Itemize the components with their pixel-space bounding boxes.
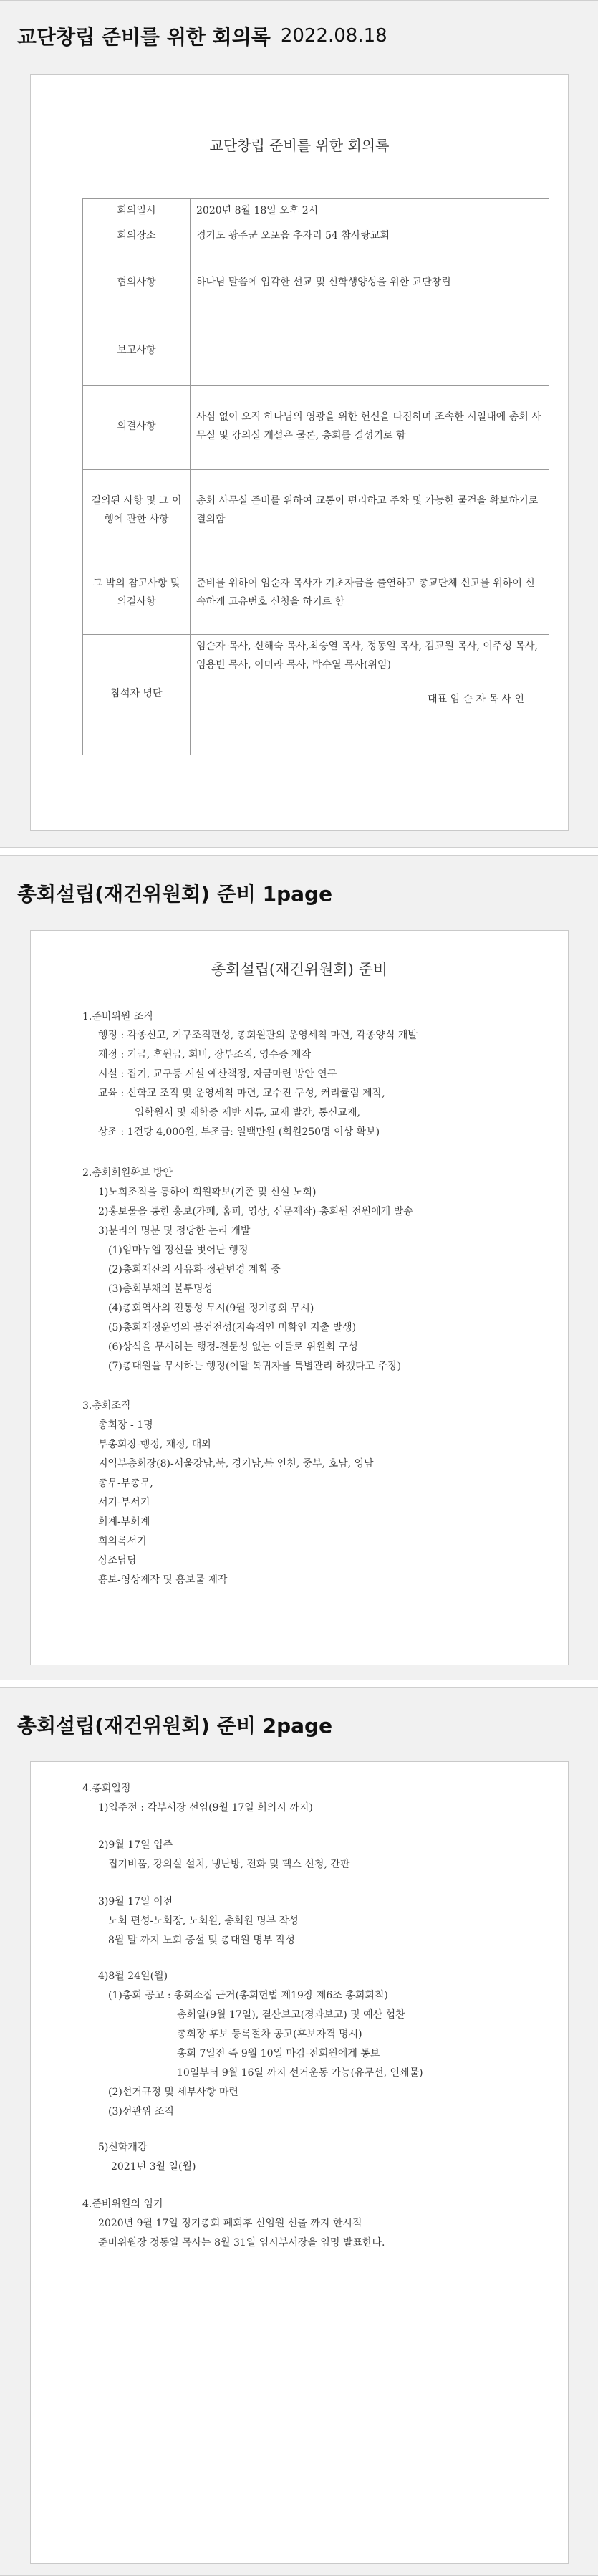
text-line: 4.총회일정 <box>82 1783 131 1794</box>
text-line: 총회장 후보 등록절차 공고(후보자격 명시) <box>177 2029 362 2040</box>
section-title: 총회설립(재건위원회) 준비 2page <box>17 1714 333 1738</box>
text-line: 재정 : 기금, 후원금, 회비, 장부조직, 영수증 제작 <box>98 1049 312 1060</box>
text-line: (5)총회재정운영의 불건전성(지속적인 미확인 지출 발생) <box>108 1322 357 1334</box>
minutes-table <box>82 198 549 755</box>
report-value <box>191 317 549 385</box>
other-value: 준비를 위하여 임순자 목사가 기초자금을 출연하고 총교단체 신고를 위하여 신속하게 고유번호 신청을 하기로 함 <box>191 552 549 634</box>
text-line: (7)총대원을 무시하는 행정(이탈 복귀자를 특별관리 하겠다고 주장) <box>108 1361 402 1372</box>
text-line: 노회 편성-노회장, 노회원, 총회원 명부 작성 <box>108 1915 299 1927</box>
text-line: 1)노회조직을 통하여 회원확보(기존 및 신설 노회) <box>98 1187 317 1198</box>
text-line: (1)임마누엘 정신을 벗어난 행정 <box>108 1245 249 1256</box>
text-line: 총무-부총무, <box>98 1478 153 1489</box>
text-line: 10일부터 9월 16일 까지 선거운동 가능(유무선, 인쇄물) <box>177 2067 423 2079</box>
text-line: 3.총회조직 <box>82 1400 131 1412</box>
document-title: 총회설립(재건위원회) 준비 <box>211 961 388 978</box>
section-header <box>0 856 598 930</box>
prep-page1-document <box>30 930 569 1665</box>
text-line: 회의록서기 <box>98 1536 147 1547</box>
section-header <box>0 1 598 71</box>
text-line: 5)신학개강 <box>98 2142 148 2153</box>
signature-line: 대표 임 순 자 목 사 인 <box>428 693 524 705</box>
minutes-document <box>30 74 569 831</box>
text-line: (3)선관위 조직 <box>108 2106 174 2117</box>
minutes-section <box>0 0 598 848</box>
text-line: 입학원서 및 재학증 제반 서류, 교재 발간, 통신교재, <box>135 1107 360 1119</box>
text-line: 총회일(9월 17일), 결산보고(경과보고) 및 예산 협찬 <box>177 2009 405 2021</box>
text-line: (2)선거규정 및 세부사항 마련 <box>108 2087 238 2098</box>
text-line: 3)9월 17일 이전 <box>98 1896 173 1907</box>
text-line: 4.준비위원의 임기 <box>82 2198 163 2210</box>
text-line: 2)홍보물을 통한 홍보(카페, 홈피, 영상, 신문제작)-총회원 전원에게 발송 <box>98 1206 413 1217</box>
prep-page2-section <box>0 1687 598 2576</box>
decided-label: 결의된 사항 및 그 이행에 관한 사항 <box>83 469 191 552</box>
report-label: 보고사항 <box>83 317 191 385</box>
text-line: 집기비품, 강의실 설치, 냉난방, 전화 및 팩스 신청, 간판 <box>108 1859 350 1870</box>
section-title: 교단창립 준비를 위한 회의록 <box>17 25 271 49</box>
text-line: 8월 말 까지 노회 증설 및 총대원 명부 작성 <box>108 1935 295 1946</box>
section-date: 2022.08.18 <box>280 25 387 47</box>
text-line: 회계-부회계 <box>98 1516 150 1528</box>
prep-page2-document <box>30 1761 569 2564</box>
text-line: 교육 : 신학교 조직 및 운영세칙 마련, 교수진 구성, 커리큘럼 제작, <box>98 1088 385 1099</box>
text-line: 상조 : 1건당 4,000원, 부조금: 일백만원 (회원250명 이상 확보) <box>98 1126 380 1138</box>
agenda-value: 하나님 말씀에 입각한 선교 및 신학생양성을 위한 교단창립 <box>191 249 549 317</box>
attendees-value: 임순자 목사, 신해숙 목사,최승열 목사, 정동일 목사, 김교원 목사, 이주성 목사, 임용빈 목사, 이미라 목사, 박수열 목사(위임) <box>196 640 538 671</box>
text-line: 총회 7일전 즉 9월 10일 마감-전회원에게 통보 <box>177 2048 380 2059</box>
text-line: 2)9월 17일 입주 <box>98 1839 173 1851</box>
meeting-place-label: 회의장소 <box>83 224 191 249</box>
text-line: 2021년 3월 일(월) <box>111 2161 196 2173</box>
text-line: 3)분리의 명분 및 정당한 논리 개발 <box>98 1225 251 1237</box>
text-line: 1.준비위원 조직 <box>82 1011 153 1023</box>
section-header <box>0 1688 598 1761</box>
text-line: 4)8월 24일(월) <box>98 1971 168 1982</box>
document-title: 교단창립 준비를 위한 회의록 <box>209 137 390 154</box>
text-line: (3)총회부채의 불투명성 <box>108 1283 213 1295</box>
text-line: 총회장 - 1명 <box>98 1419 153 1431</box>
text-line: 부총회장-행정, 재정, 대외 <box>98 1439 211 1450</box>
text-line: 준비위원장 정동일 목사는 8월 31일 임시부서장을 임명 발표한다. <box>98 2237 385 2249</box>
text-line: (2)총회재산의 사유화-정관변경 계획 중 <box>108 1264 281 1275</box>
text-line: 행정 : 각종신고, 기구조직편성, 총회원관의 운영세칙 마련, 각종양식 개발 <box>98 1030 418 1041</box>
text-line: (4)총회역사의 전통성 무시(9월 정기총회 무시) <box>108 1303 314 1314</box>
attendees-cell <box>191 634 549 755</box>
text-line: (1)총회 공고 : 총회소집 근거(총회헌법 제19장 제6조 총회회칙) <box>108 1990 388 2001</box>
prep-page1-section <box>0 855 598 1680</box>
attendees-label: 참석자 명단 <box>83 634 191 755</box>
text-line: 1)입주전 : 각부서장 선임(9월 17일 회의시 까지) <box>98 1802 313 1814</box>
text-line: 서기-부서기 <box>98 1497 150 1508</box>
text-line: 2.총회회원확보 방안 <box>82 1167 173 1179</box>
resolution-label: 의결사항 <box>83 385 191 469</box>
text-line: 지역부총회장(8)-서울강남,북, 경기남,북 인천, 중부, 호남, 영남 <box>98 1458 374 1470</box>
meeting-place-value: 경기도 광주군 오포읍 추자리 54 참사랑교회 <box>191 224 549 249</box>
other-label: 그 밖의 참고사항 및 의결사항 <box>83 552 191 634</box>
decided-value: 총회 사무실 준비를 위하여 교통이 편리하고 주차 및 가능한 물건을 확보하기로 결의함 <box>191 469 549 552</box>
agenda-label: 협의사항 <box>83 249 191 317</box>
text-line: 상조담당 <box>98 1555 138 1566</box>
meeting-date-label: 회의일시 <box>83 199 191 224</box>
section-title: 총회설립(재건위원회) 준비 1page <box>17 882 333 906</box>
text-line: 2020년 9월 17일 정기총회 폐회후 신임원 선출 까지 한시적 <box>98 2218 362 2229</box>
text-line: 시설 : 집기, 교구등 시설 예산책정, 자금마련 방안 연구 <box>98 1068 337 1080</box>
text-line: 홍보-영상제작 및 홍보물 제작 <box>98 1574 228 1586</box>
text-line: (6)상식을 무시하는 행정-전문성 없는 이들로 위원회 구성 <box>108 1341 358 1353</box>
resolution-value: 사심 없이 오직 하나님의 영광을 위한 헌신을 다짐하며 조속한 시일내에 총회 사무실 및 강의실 개설은 물론, 총회를 결성키로 함 <box>191 385 549 469</box>
meeting-date-value: 2020년 8월 18일 오후 2시 <box>191 199 549 224</box>
